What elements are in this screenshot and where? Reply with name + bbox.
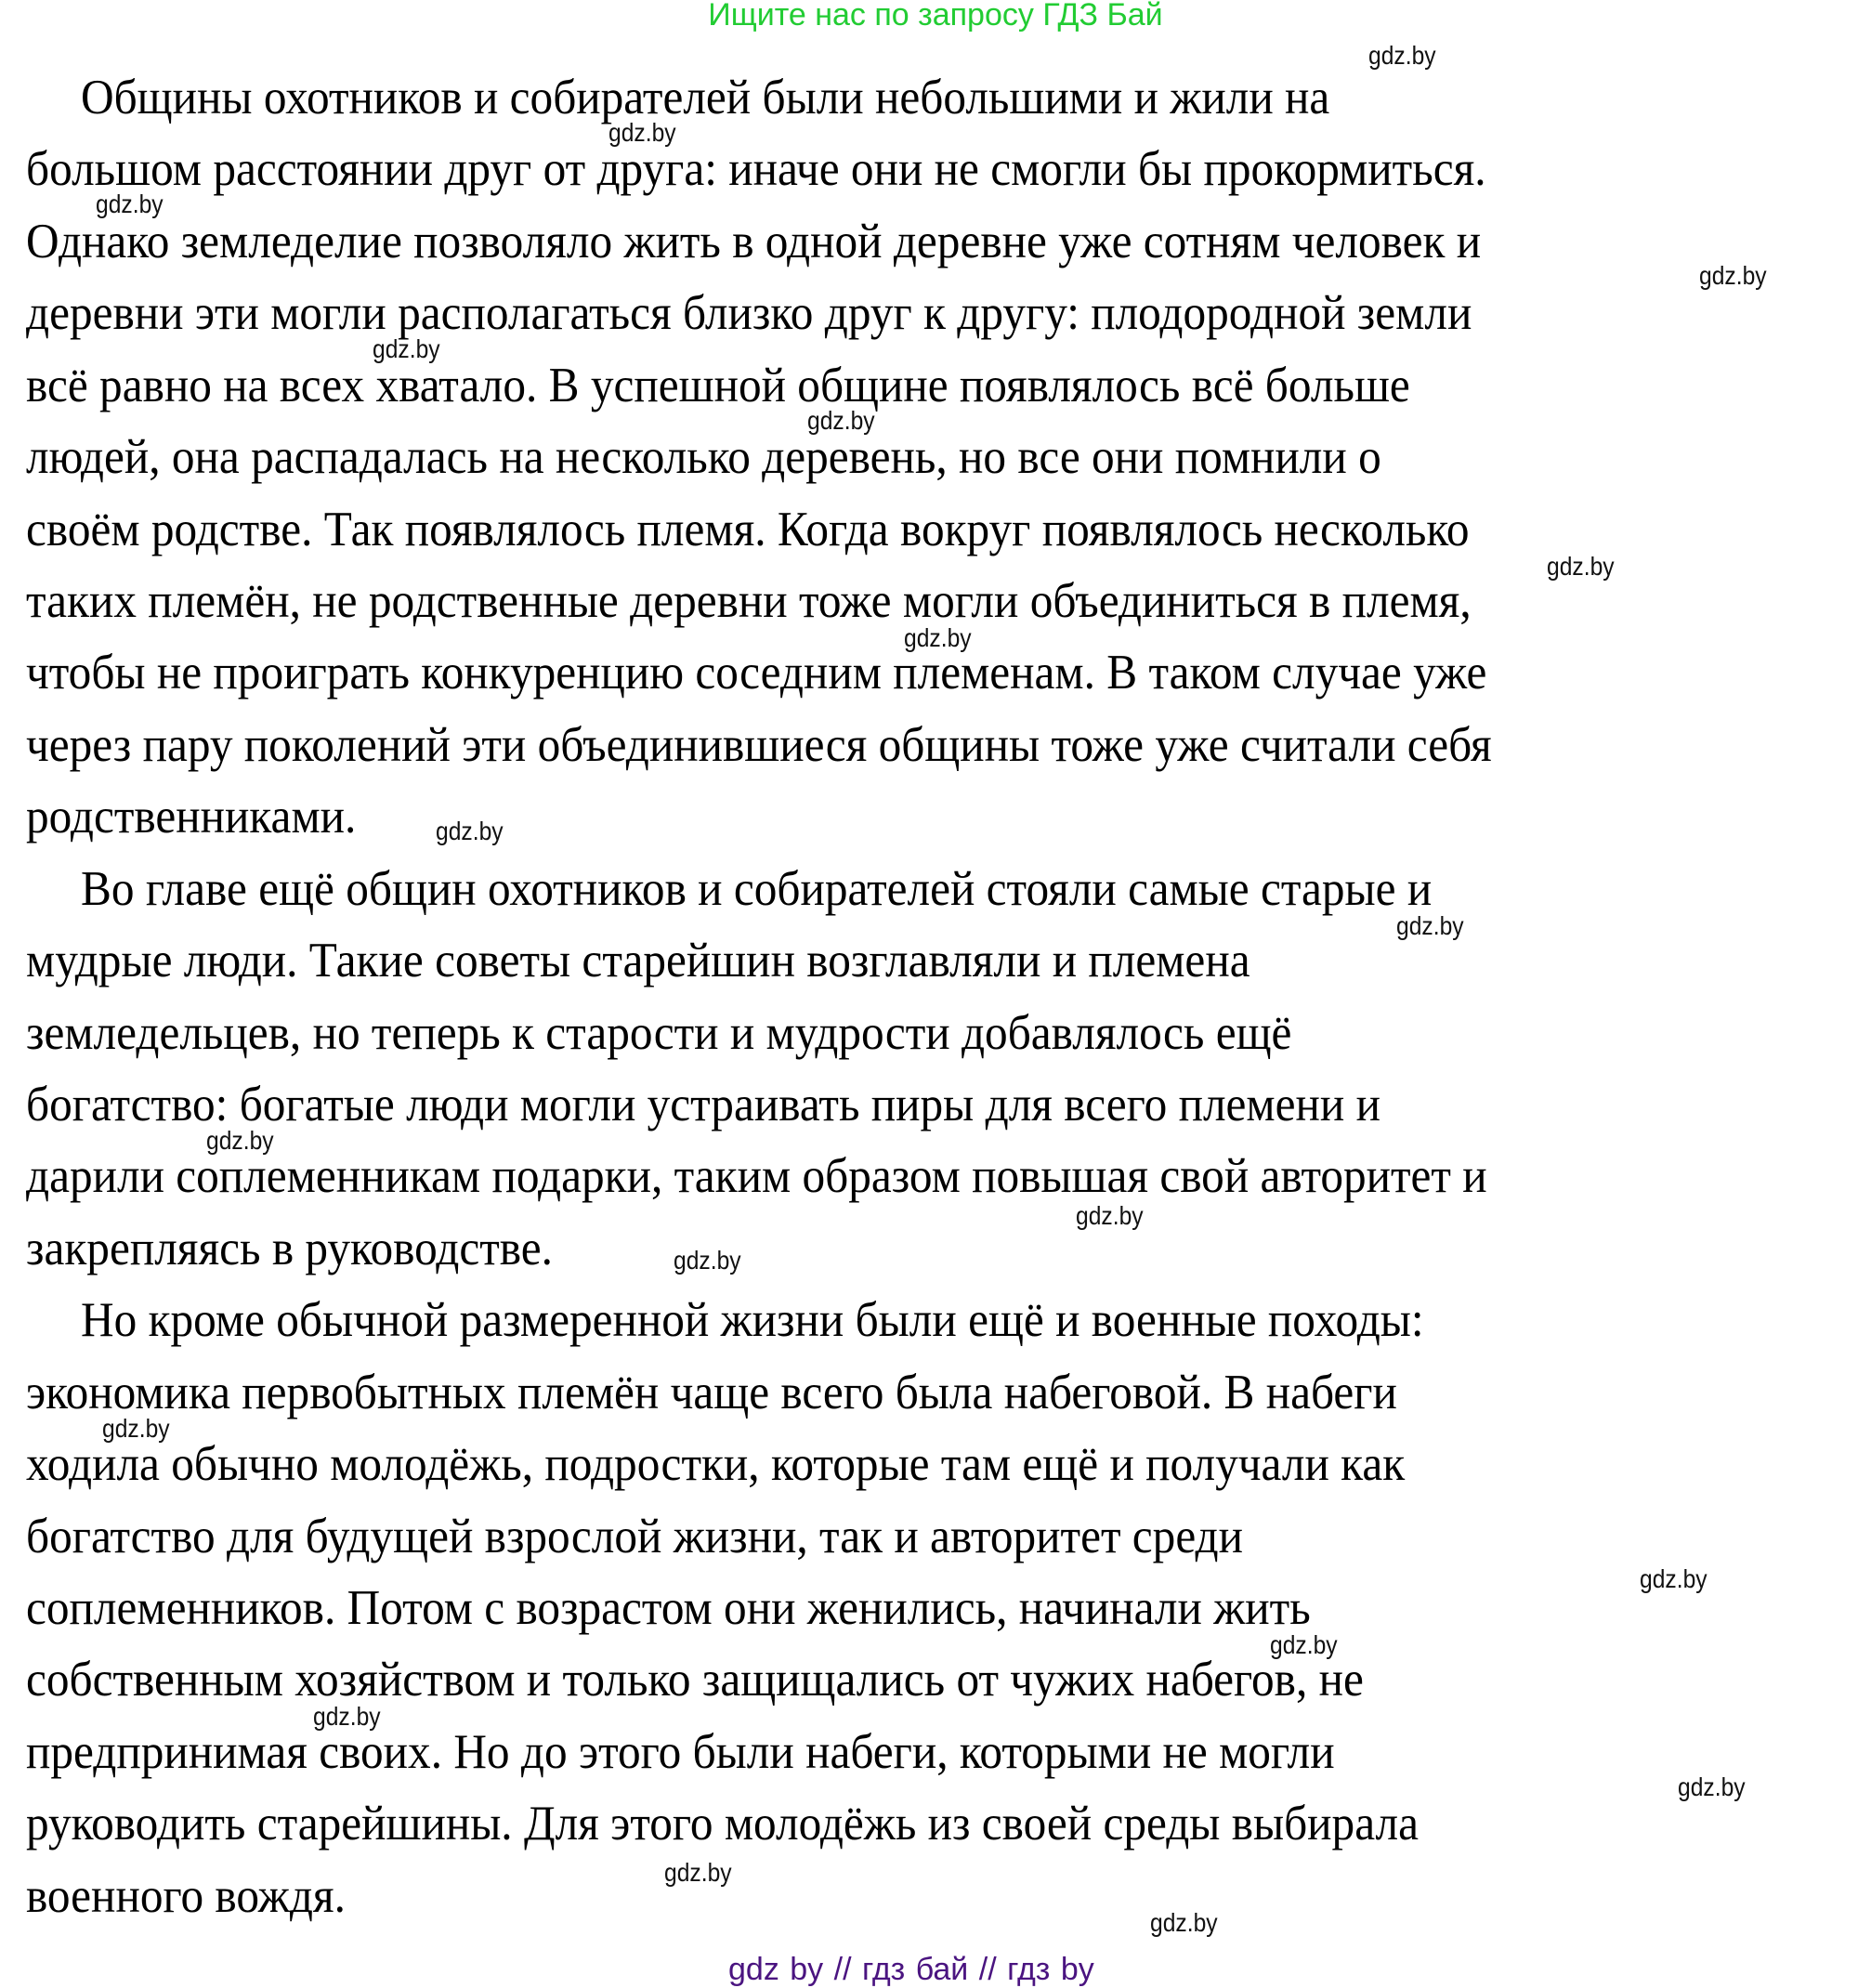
text-line: дарили соплеменникам подарки, таким образом повышая свой авторитет и xyxy=(26,1149,1487,1203)
watermark: gdz.by xyxy=(1640,1564,1707,1593)
text-line: деревни эти могли располагаться близко друг к другу: плодородной земли xyxy=(26,286,1472,340)
watermark: gdz.by xyxy=(664,1858,732,1887)
text-line: земледельцев, но теперь к старости и мудрости добавлялось ещё xyxy=(26,1006,1292,1060)
search-promo-banner: Ищите нас по запросу ГДЗ Бай xyxy=(708,0,1163,33)
watermark: gdz.by xyxy=(1678,1772,1746,1801)
watermark: gdz.by xyxy=(1270,1630,1338,1659)
watermark: gdz.by xyxy=(206,1126,274,1155)
text-line: богатство: богатые люди могли устраивать пиры для всего племени и xyxy=(26,1078,1380,1131)
text-line: чтобы не проиграть конкуренцию соседним племенам. В таком случае уже xyxy=(26,646,1487,700)
watermark: gdz.by xyxy=(96,190,164,218)
text-line: закрепляясь в руководстве. xyxy=(26,1222,553,1275)
text-line: Общины охотников и собирателей были небольшими и жили на xyxy=(81,71,1330,124)
watermark: gdz.by xyxy=(674,1246,741,1275)
text-line: собственным хозяйством и только защищались от чужих набегов, не xyxy=(26,1653,1364,1707)
watermark: gdz.by xyxy=(436,817,504,845)
text-line: Но кроме обычной размеренной жизни были ещё и военные походы: xyxy=(81,1293,1424,1347)
footer-site-links: gdz by // гдз бай // гдз by xyxy=(728,1952,1094,1987)
text-line: таких племён, не родственные деревни тоже могли объединиться в племя, xyxy=(26,574,1472,628)
watermark: gdz.by xyxy=(608,118,676,147)
text-line: родственниками. xyxy=(26,790,357,844)
text-line: богатство для будущей взрослой жизни, так и авторитет среди xyxy=(26,1510,1244,1563)
text-line: соплеменников. Потом с возрастом они женились, начинали жить xyxy=(26,1581,1311,1635)
text-line: военного вождя. xyxy=(26,1869,346,1923)
watermark: gdz.by xyxy=(1076,1201,1144,1230)
watermark: gdz.by xyxy=(313,1702,381,1731)
text-line: мудрые люди. Такие советы старейшин возглавляли и племена xyxy=(26,934,1250,987)
watermark: gdz.by xyxy=(102,1414,170,1443)
watermark: gdz.by xyxy=(807,406,875,435)
text-line: через пару поколений эти объединившиеся общины тоже уже считали себя xyxy=(26,718,1492,772)
text-line: большом расстоянии друг от друга: иначе они не смогли бы прокормиться. xyxy=(26,142,1486,196)
watermark: gdz.by xyxy=(1368,41,1436,70)
watermark: gdz.by xyxy=(904,623,972,652)
text-line: людей, она распадалась на несколько деревень, но все они помнили о xyxy=(26,430,1381,484)
text-line: всё равно на всех хватало. В успешной общине появлялось всё больше xyxy=(26,359,1410,412)
text-line: Во главе ещё общин охотников и собирателей стояли самые старые и xyxy=(81,862,1433,916)
watermark: gdz.by xyxy=(1396,911,1464,940)
text-line: предпринимая своих. Но до этого были набеги, которыми не могли xyxy=(26,1725,1335,1779)
text-line: своём родстве. Так появлялось племя. Когда вокруг появлялось несколько xyxy=(26,503,1470,556)
text-line: экономика первобытных племён чаще всего была набеговой. В набеги xyxy=(26,1366,1397,1419)
watermark: gdz.by xyxy=(1699,261,1767,290)
watermark: gdz.by xyxy=(1547,552,1615,581)
text-line: Однако земледелие позволяло жить в одной деревне уже сотням человек и xyxy=(26,215,1482,268)
text-line: ходила обычно молодёжь, подростки, которые там ещё и получали как xyxy=(26,1437,1406,1491)
text-line: руководить старейшины. Для этого молодёжь из своей среды выбирала xyxy=(26,1797,1420,1851)
document-page xyxy=(26,0,1828,1951)
watermark: gdz.by xyxy=(373,334,440,363)
watermark: gdz.by xyxy=(1150,1908,1218,1937)
